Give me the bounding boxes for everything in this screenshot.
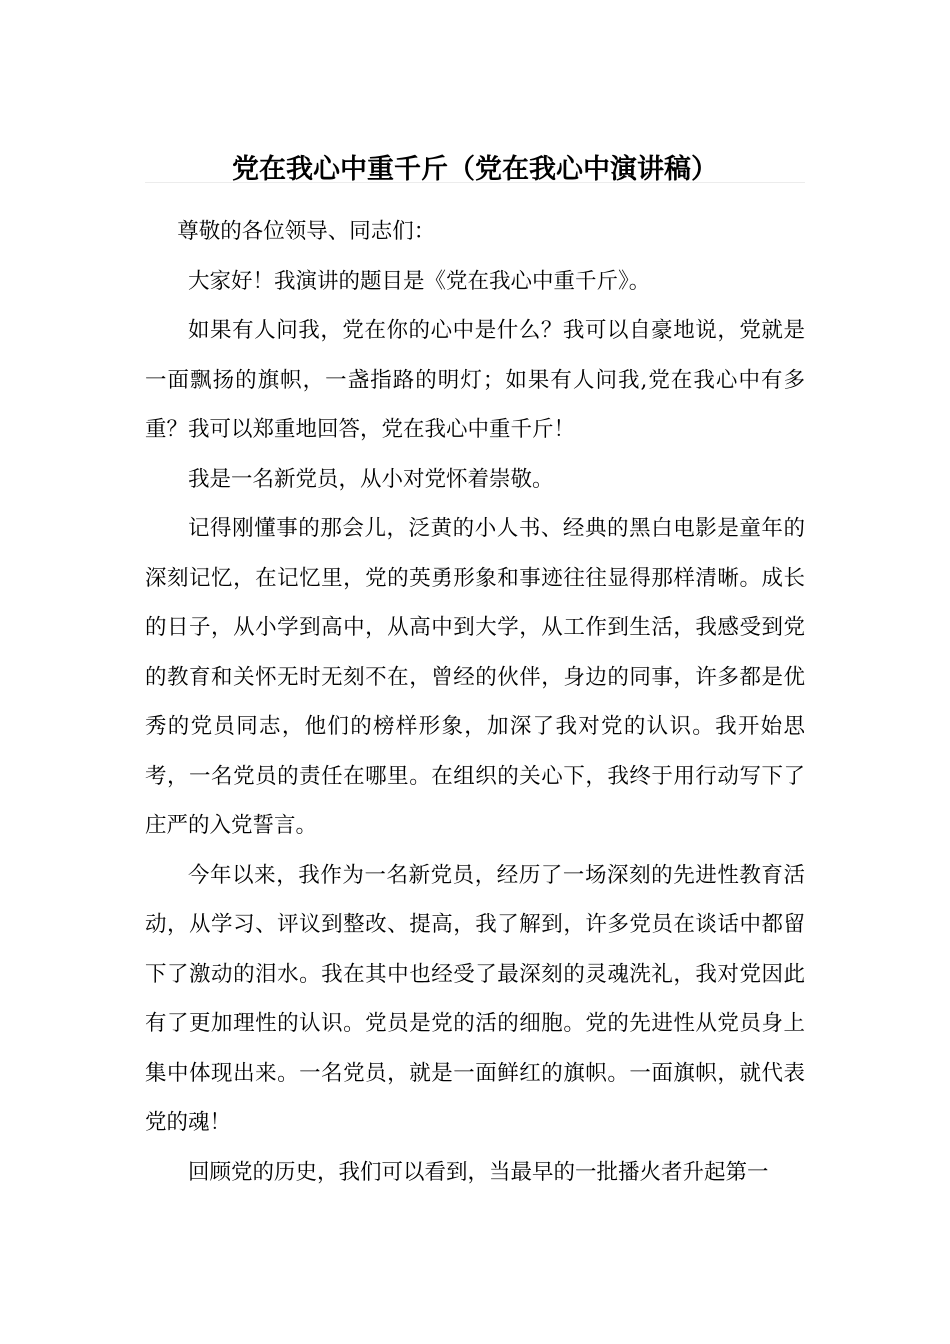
paragraph: 回顾党的历史，我们可以看到，当最早的一批播火者升起第一 (188, 1159, 769, 1185)
paragraph: 如果有人问我，党在你的心中是什么？我可以自豪地说，党就是一面飘扬的旗帜，一盏指路的明灯；如果有人问我,党在我心中有多重？我可以郑重地回答，党在我心中重千斤！ (145, 318, 805, 442)
paragraph: 我是一名新党员，从小对党怀着崇敬。 (188, 466, 554, 492)
paragraph-greeting: 大家好！我演讲的题目是《党在我心中重千斤》。 (188, 268, 651, 294)
paragraph: 今年以来，我作为一名新党员，经历了一场深刻的先进性教育活动，从学习、评议到整改、提高，我了解到，许多党员在谈话中都留下了激动的泪水。我在其中也经受了最深刻的灵魂洗礼，我对党因此有了更加理性的认识。党员是党的活的细胞。党的先进性从党员身上集中体现出来。一名党员，就是一面鲜红的旗帜。一面旗帜，就代表党的魂！ (145, 862, 805, 1135)
paragraph: 记得刚懂事的那会儿，泛黄的小人书、经典的黑白电影是童年的深刻记忆，在记忆里，党的英勇形象和事迹往往显得那样清晰。成长的日子，从小学到高中，从高中到大学，从工作到生活，我感受到党的教育和关怀无时无刻不在，曾经的伙伴，身边的同事，许多都是优秀的党员同志，他们的榜样形象，加深了我对党的认识。我开始思考，一名党员的责任在哪里。在组织的关心下，我终于用行动写下了庄严的入党誓言。 (145, 516, 805, 838)
document-title: 党在我心中重千斤（党在我心中演讲稿） (232, 154, 718, 186)
document-body (145, 207, 805, 1197)
title-divider (145, 182, 805, 183)
paragraph-salutation: 尊敬的各位领导、同志们： (177, 219, 436, 244)
